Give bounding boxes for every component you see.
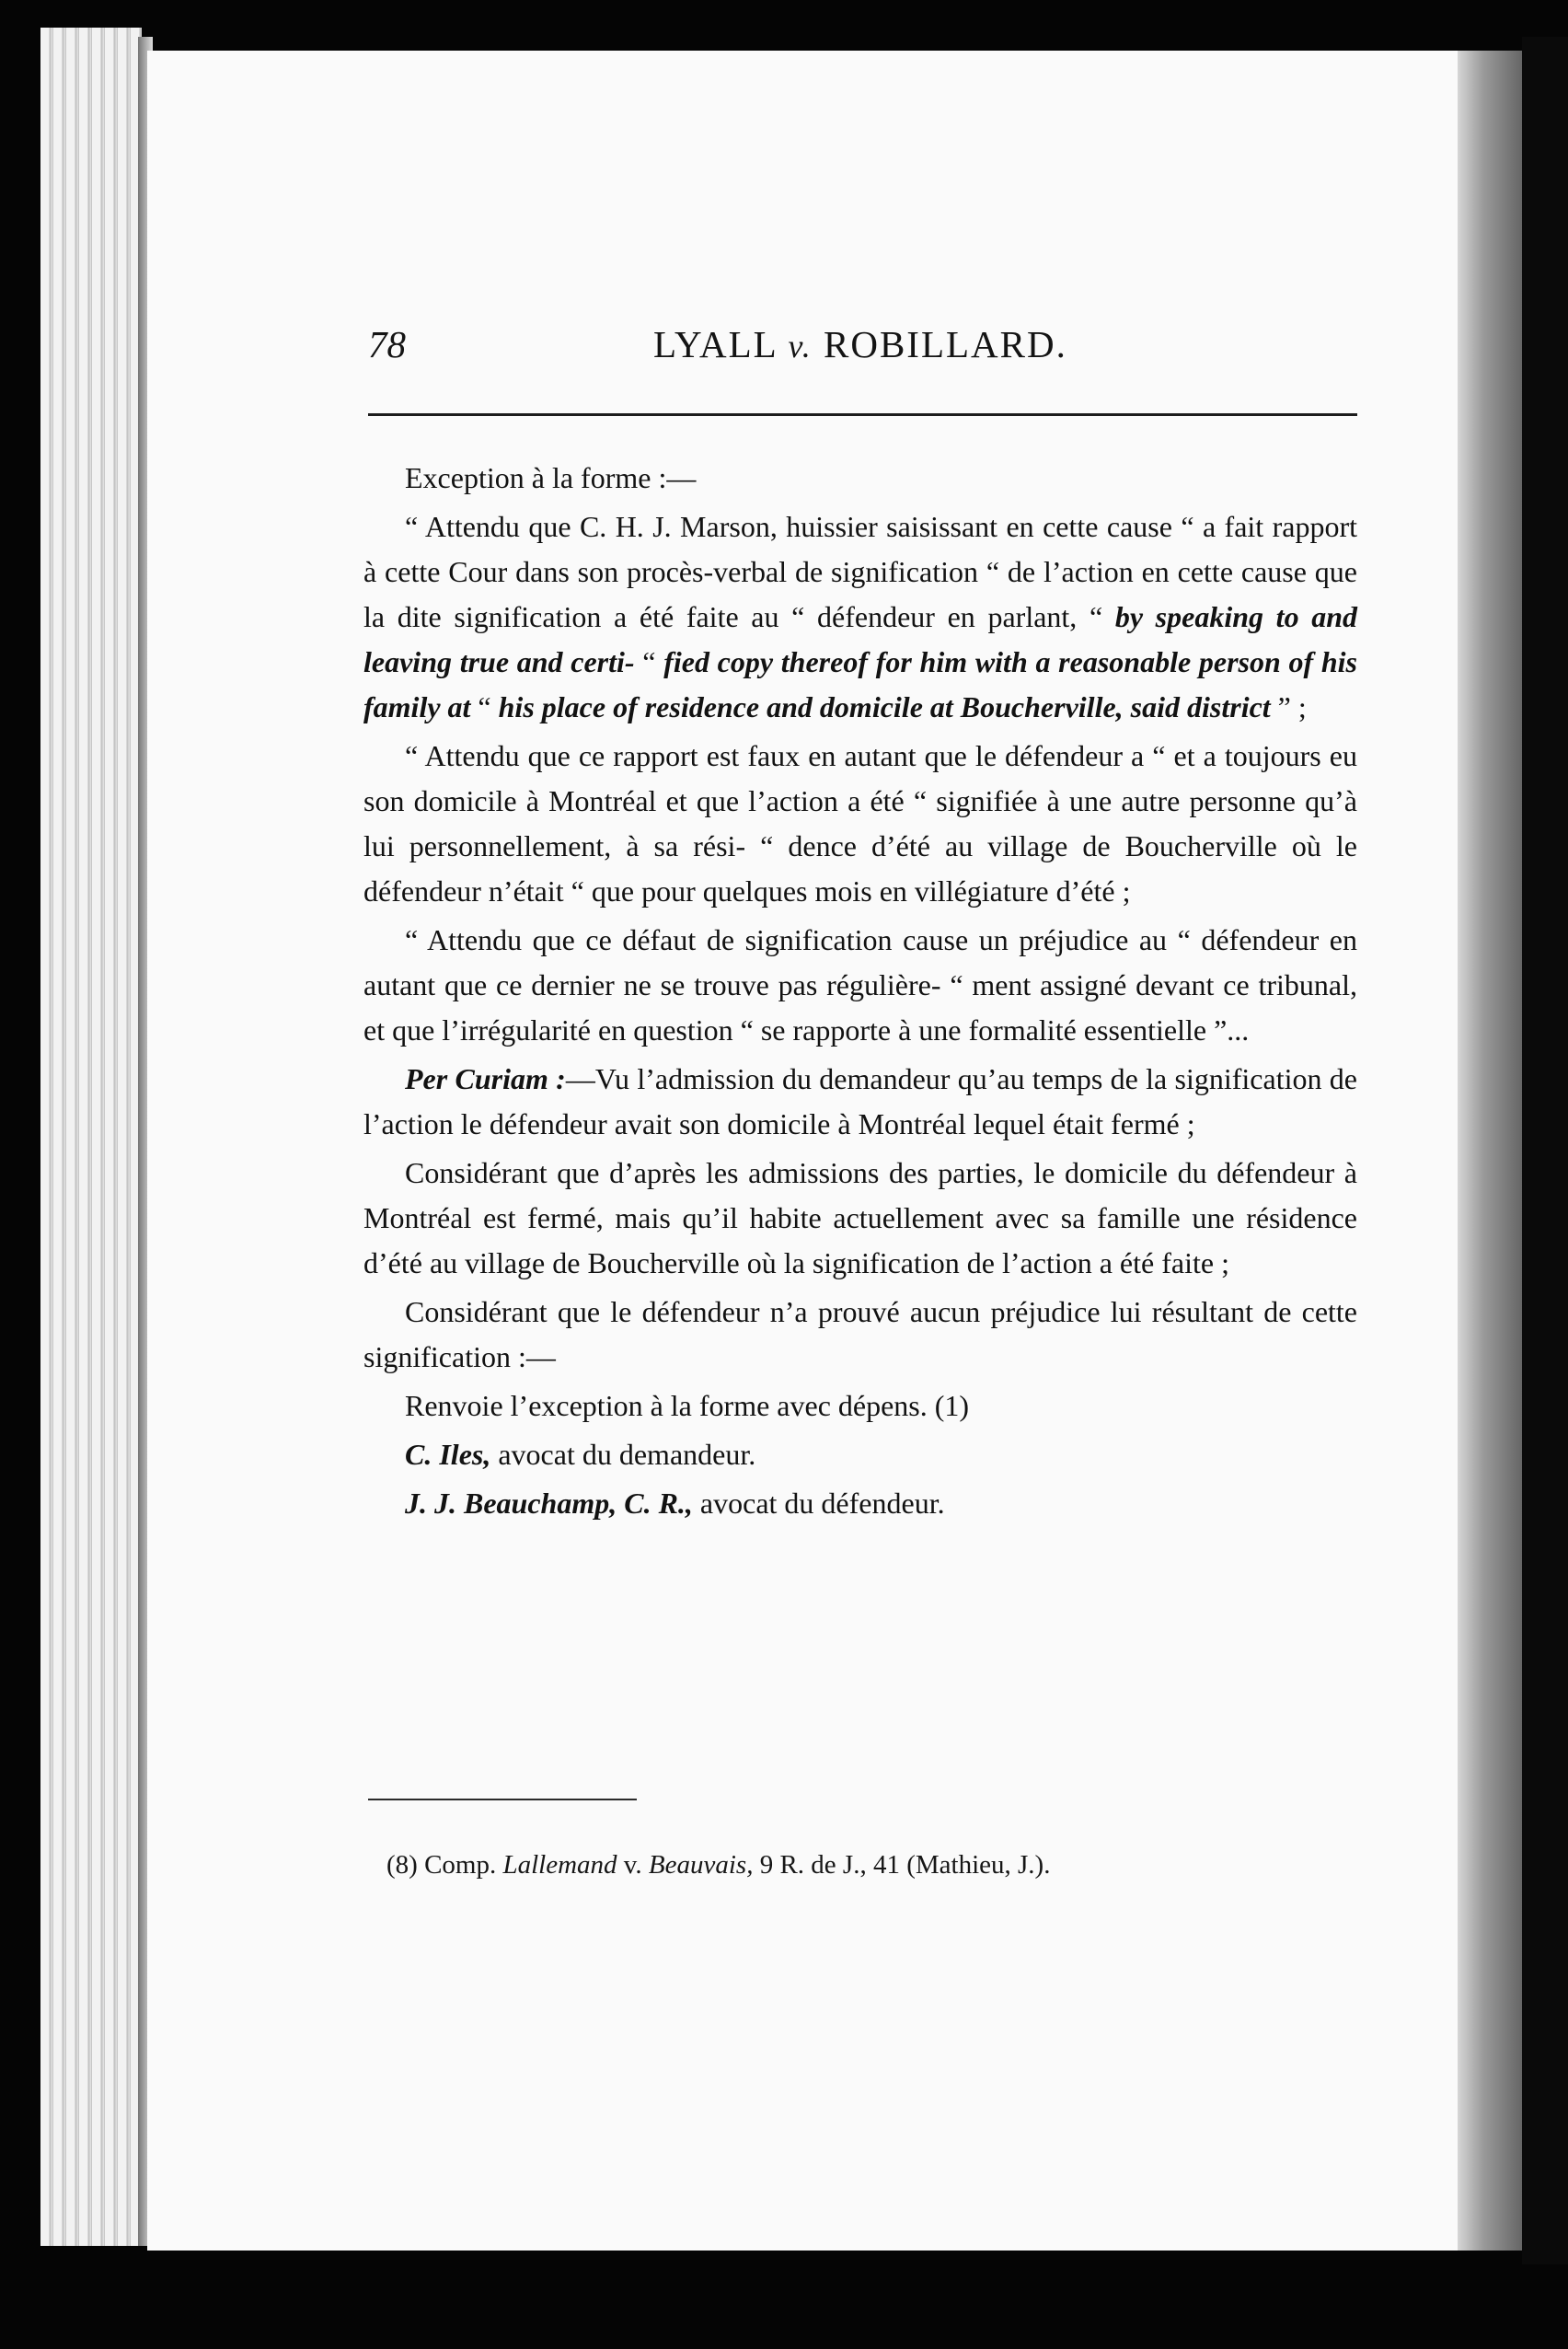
- title-right: ROBILLARD.: [824, 323, 1067, 365]
- page-edges: [40, 28, 142, 2246]
- counsel-defendant: [363, 1481, 1357, 1526]
- quote-1-italic-c: his place of residence and domicile at Boucherville, said district: [498, 690, 1271, 723]
- running-title: [653, 322, 1067, 366]
- header-rule: [368, 413, 1357, 416]
- quote-paragraph-2: “ Attendu que ce rapport est faux en autant que le défendeur a “ et a toujours eu son domicile à Montréal et que l’action a été “ signifiée à une autre personne qu’à lui personnellement, à sa rési- “ dence d’été au village de Boucherville où le défendeur n’était “ que pour quelques mois en villégiature d’été ;: [363, 739, 1357, 908]
- counsel-defendant-name: J. J. Beauchamp, C. R.,: [405, 1487, 693, 1520]
- page-number: 78: [368, 323, 406, 365]
- counsel-plaintiff-name: C. Iles,: [405, 1438, 491, 1471]
- binding-edge: [1522, 37, 1568, 2264]
- counsel-plaintiff: [363, 1432, 1357, 1477]
- counsel-defendant-role: avocat du défendeur.: [692, 1487, 945, 1520]
- footnote-party-2: Beauvais,: [648, 1850, 754, 1880]
- title-versus: v.: [788, 328, 813, 364]
- footnote-versus: v.: [617, 1850, 649, 1880]
- running-header: [368, 322, 1362, 377]
- considerant-paragraph-2: Considérant que le défendeur n’a prouvé aucun préjudice lui résultant de cette signification :—: [363, 1295, 1357, 1373]
- quote-1-line-4: “ défendeur en parlant, “: [791, 600, 1103, 633]
- considerant-paragraph-1: Considérant que d’après les admissions des parties, le domicile du défendeur à Montréal est fermé, mais qu’il habite actuellement avec sa famille une résidence d’été au village de Boucherville où la signification de l’action a été faite ;: [363, 1156, 1357, 1279]
- quote-paragraph-3: “ Attendu que ce défaut de signification cause un préjudice au “ défendeur en autant que ce dernier ne se trouve pas régulière- “ ment assigné devant ce tribunal, et que l’irrégularité en question “ se rapporte à une formalité essentielle ”...: [363, 923, 1357, 1047]
- footnote-prefix: (8) Comp.: [386, 1850, 503, 1880]
- gutter-shadow: [1458, 51, 1522, 2251]
- footnote-party-1: Lallemand: [502, 1850, 617, 1880]
- footnote-rule: [368, 1799, 637, 1800]
- quote-1-tail: ” ;: [1270, 690, 1307, 723]
- page-body: [363, 456, 1357, 1530]
- per-curiam-paragraph: [363, 1057, 1357, 1147]
- quote-1-line-2: “ a fait rapport à cette Cour dans son procès-verbal de signification: [363, 510, 1358, 588]
- section-heading: Exception à la forme :—: [405, 461, 697, 494]
- quote-paragraph-1: “ Attendu que C. H. J. Marson, huissier saisissant en cette cause “ a fait rapport à cette Cour dans son procès-verbal de signification “ de l’action en cette cause que la dite signification a été faite au “ défendeur en parlant, “ by speaking to and leaving true and certi- “ fied copy thereof for him with a reasonable person of his family at “ his place of residence and domicile at Boucherville, said district ” ;: [363, 510, 1358, 723]
- per-curiam-label: Per Curiam :: [405, 1062, 566, 1095]
- footnote-citation: 9 R. de J., 41 (Mathieu, J.).: [753, 1850, 1051, 1880]
- counsel-plaintiff-role: avocat du demandeur.: [490, 1438, 756, 1471]
- quote-1-italic-a: by speaking to and leaving true and certi-: [363, 600, 1358, 678]
- title-left: LYALL: [653, 323, 778, 365]
- per-curiam-text: —Vu l’admission du demandeur qu’au temps de la signification de l’action le défendeur avait son domicile à Montréal lequel était fermé ;: [363, 1062, 1358, 1140]
- quote-1-italic-b: fied copy thereof for him with a reasonable person of his family at: [363, 645, 1358, 723]
- quote-1-line-3: “ de l’action en cette cause que la dite signification a été faite au: [363, 555, 1358, 633]
- quote-1-line-1: “ Attendu que C. H. J. Marson, huissier saisissant en cette cause: [405, 510, 1172, 543]
- footnote: [386, 1850, 1050, 1880]
- judgment-paragraph: Renvoie l’exception à la forme avec dépens. (1): [405, 1389, 970, 1422]
